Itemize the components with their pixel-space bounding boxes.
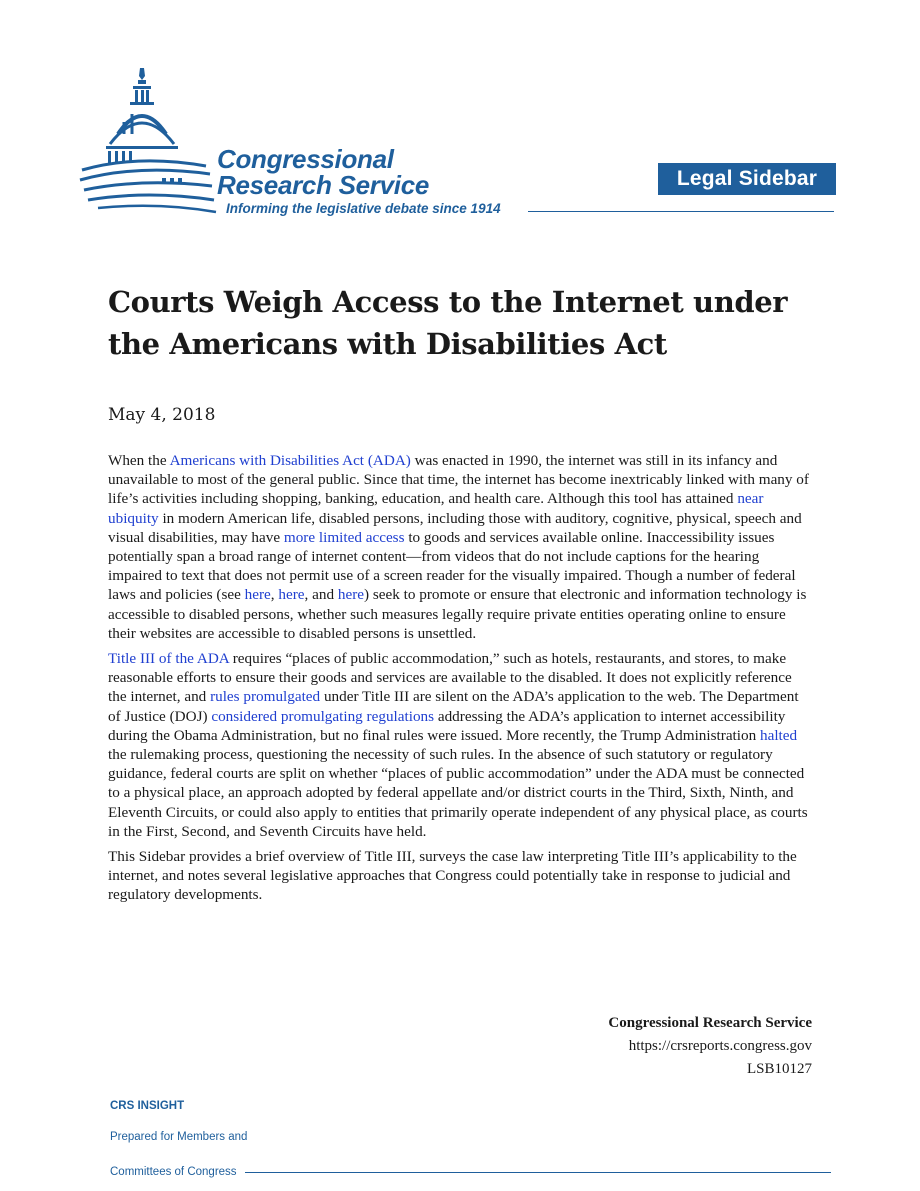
paragraph-text: , bbox=[270, 586, 279, 604]
inline-link[interactable]: Americans with Disabilities Act (ADA) bbox=[169, 452, 411, 469]
publication-date: May 4, 2018 bbox=[108, 405, 216, 425]
footer-url: https://crsreports.congress.gov bbox=[628, 1038, 812, 1054]
inline-link[interactable]: halted bbox=[759, 726, 798, 744]
inline-link[interactable]: rules promulgated bbox=[210, 688, 321, 706]
header-divider bbox=[528, 211, 834, 212]
prepared-for-label: Prepared for Members and bbox=[110, 1131, 248, 1143]
paragraph-text: in modern American life, disabled persons, including those with auditory, cognitive, physical, speech and visual disabilities, may have bbox=[108, 509, 802, 546]
inline-link[interactable]: near ubiquity bbox=[108, 490, 764, 527]
paragraph-text: was enacted in 1990, the internet was still in its infancy and unavailable to most of the general public. Since that time, the internet has become inextricably linked with many of life’s activities including shopping, banking, education, and health care. Although this tool has attained bbox=[108, 452, 809, 508]
org-name-line2: Research Service bbox=[217, 170, 430, 200]
report-id: LSB10127 bbox=[746, 1061, 812, 1077]
paragraph-text: When the bbox=[108, 452, 170, 469]
org-name-line1: Congressional bbox=[217, 144, 394, 174]
paragraph-text: to goods and services available online. Inaccessibility issues potentially span a broad range of internet content—from videos that do not include captions for the hearing impaired to text that does not permit use of a screen reader for the visually impaired. Though a number of federal laws and policies (see bbox=[108, 528, 796, 604]
footer-contact bbox=[608, 1012, 812, 1081]
paragraph-text: This Sidebar provides a brief overview of Title III, surveys the case law interpreting Title III’s applicability to the internet, and notes several legislative approaches that Congress could potentially take in response to judicial and regulatory developments. bbox=[108, 848, 797, 904]
crs-insight-label: CRS INSIGHT bbox=[110, 1100, 185, 1112]
committees-label: Committees of Congress bbox=[110, 1166, 237, 1178]
capitol-dome-icon bbox=[78, 62, 220, 214]
paragraph-text: the rulemaking process, questioning the necessity of such rules. In the absence of such statutory or regulatory guidance, federal courts are split on whether “places of public accommodation” under the ADA must be connected to a physical place, an approach adopted by federal appellate and/or district courts in the Third, Sixth, Ninth, and Eleventh Circuits, or could also apply to entities that primarily operate independent of any physical place, as courts in the First, Second, and Seventh Circuits have held. bbox=[108, 746, 808, 840]
org-tagline: Informing the legislative debate since 1914 bbox=[226, 201, 501, 216]
paragraph bbox=[108, 847, 814, 905]
paragraph-text: ) seek to promote or ensure that electronic and information technology is accessible to disabled persons, whether such measures legally require private entities operating online to ensure their websites are accessible to disabled persons is unsettled. bbox=[108, 586, 807, 642]
paragraph-text: addressing the ADA’s application to internet accessibility during the Obama Administration, but no final rules were issued. More recently, the Trump Administration bbox=[108, 707, 786, 744]
inline-link[interactable]: Title III of the ADA bbox=[108, 650, 229, 668]
inline-link[interactable]: here bbox=[278, 586, 305, 604]
page-title: Courts Weigh Access to the Internet under the Americans with Disabilities Act bbox=[108, 285, 788, 361]
paragraph-text: requires “places of public accommodation,” such as hotels, restaurants, and stores, to make reasonable efforts to ensure their goods and services are available to the disabled. It does not explicitly reference the internet, and bbox=[108, 650, 792, 706]
paragraph-text: , and bbox=[304, 586, 338, 604]
body-text bbox=[108, 451, 814, 911]
paragraph-text: under Title III are silent on the ADA’s application to the web. The Department of Justice (DOJ) bbox=[108, 688, 799, 725]
legal-sidebar-badge: Legal Sidebar bbox=[658, 163, 836, 195]
footer-org: Congressional Research Service bbox=[608, 1015, 812, 1031]
footer-divider bbox=[245, 1172, 831, 1173]
inline-link[interactable]: here bbox=[244, 586, 271, 604]
inline-link[interactable]: more limited access bbox=[283, 528, 405, 546]
inline-link[interactable]: here bbox=[337, 586, 364, 604]
paragraph bbox=[108, 451, 814, 643]
inline-link[interactable]: considered promulgating regulations bbox=[211, 707, 435, 725]
paragraph bbox=[108, 649, 814, 841]
